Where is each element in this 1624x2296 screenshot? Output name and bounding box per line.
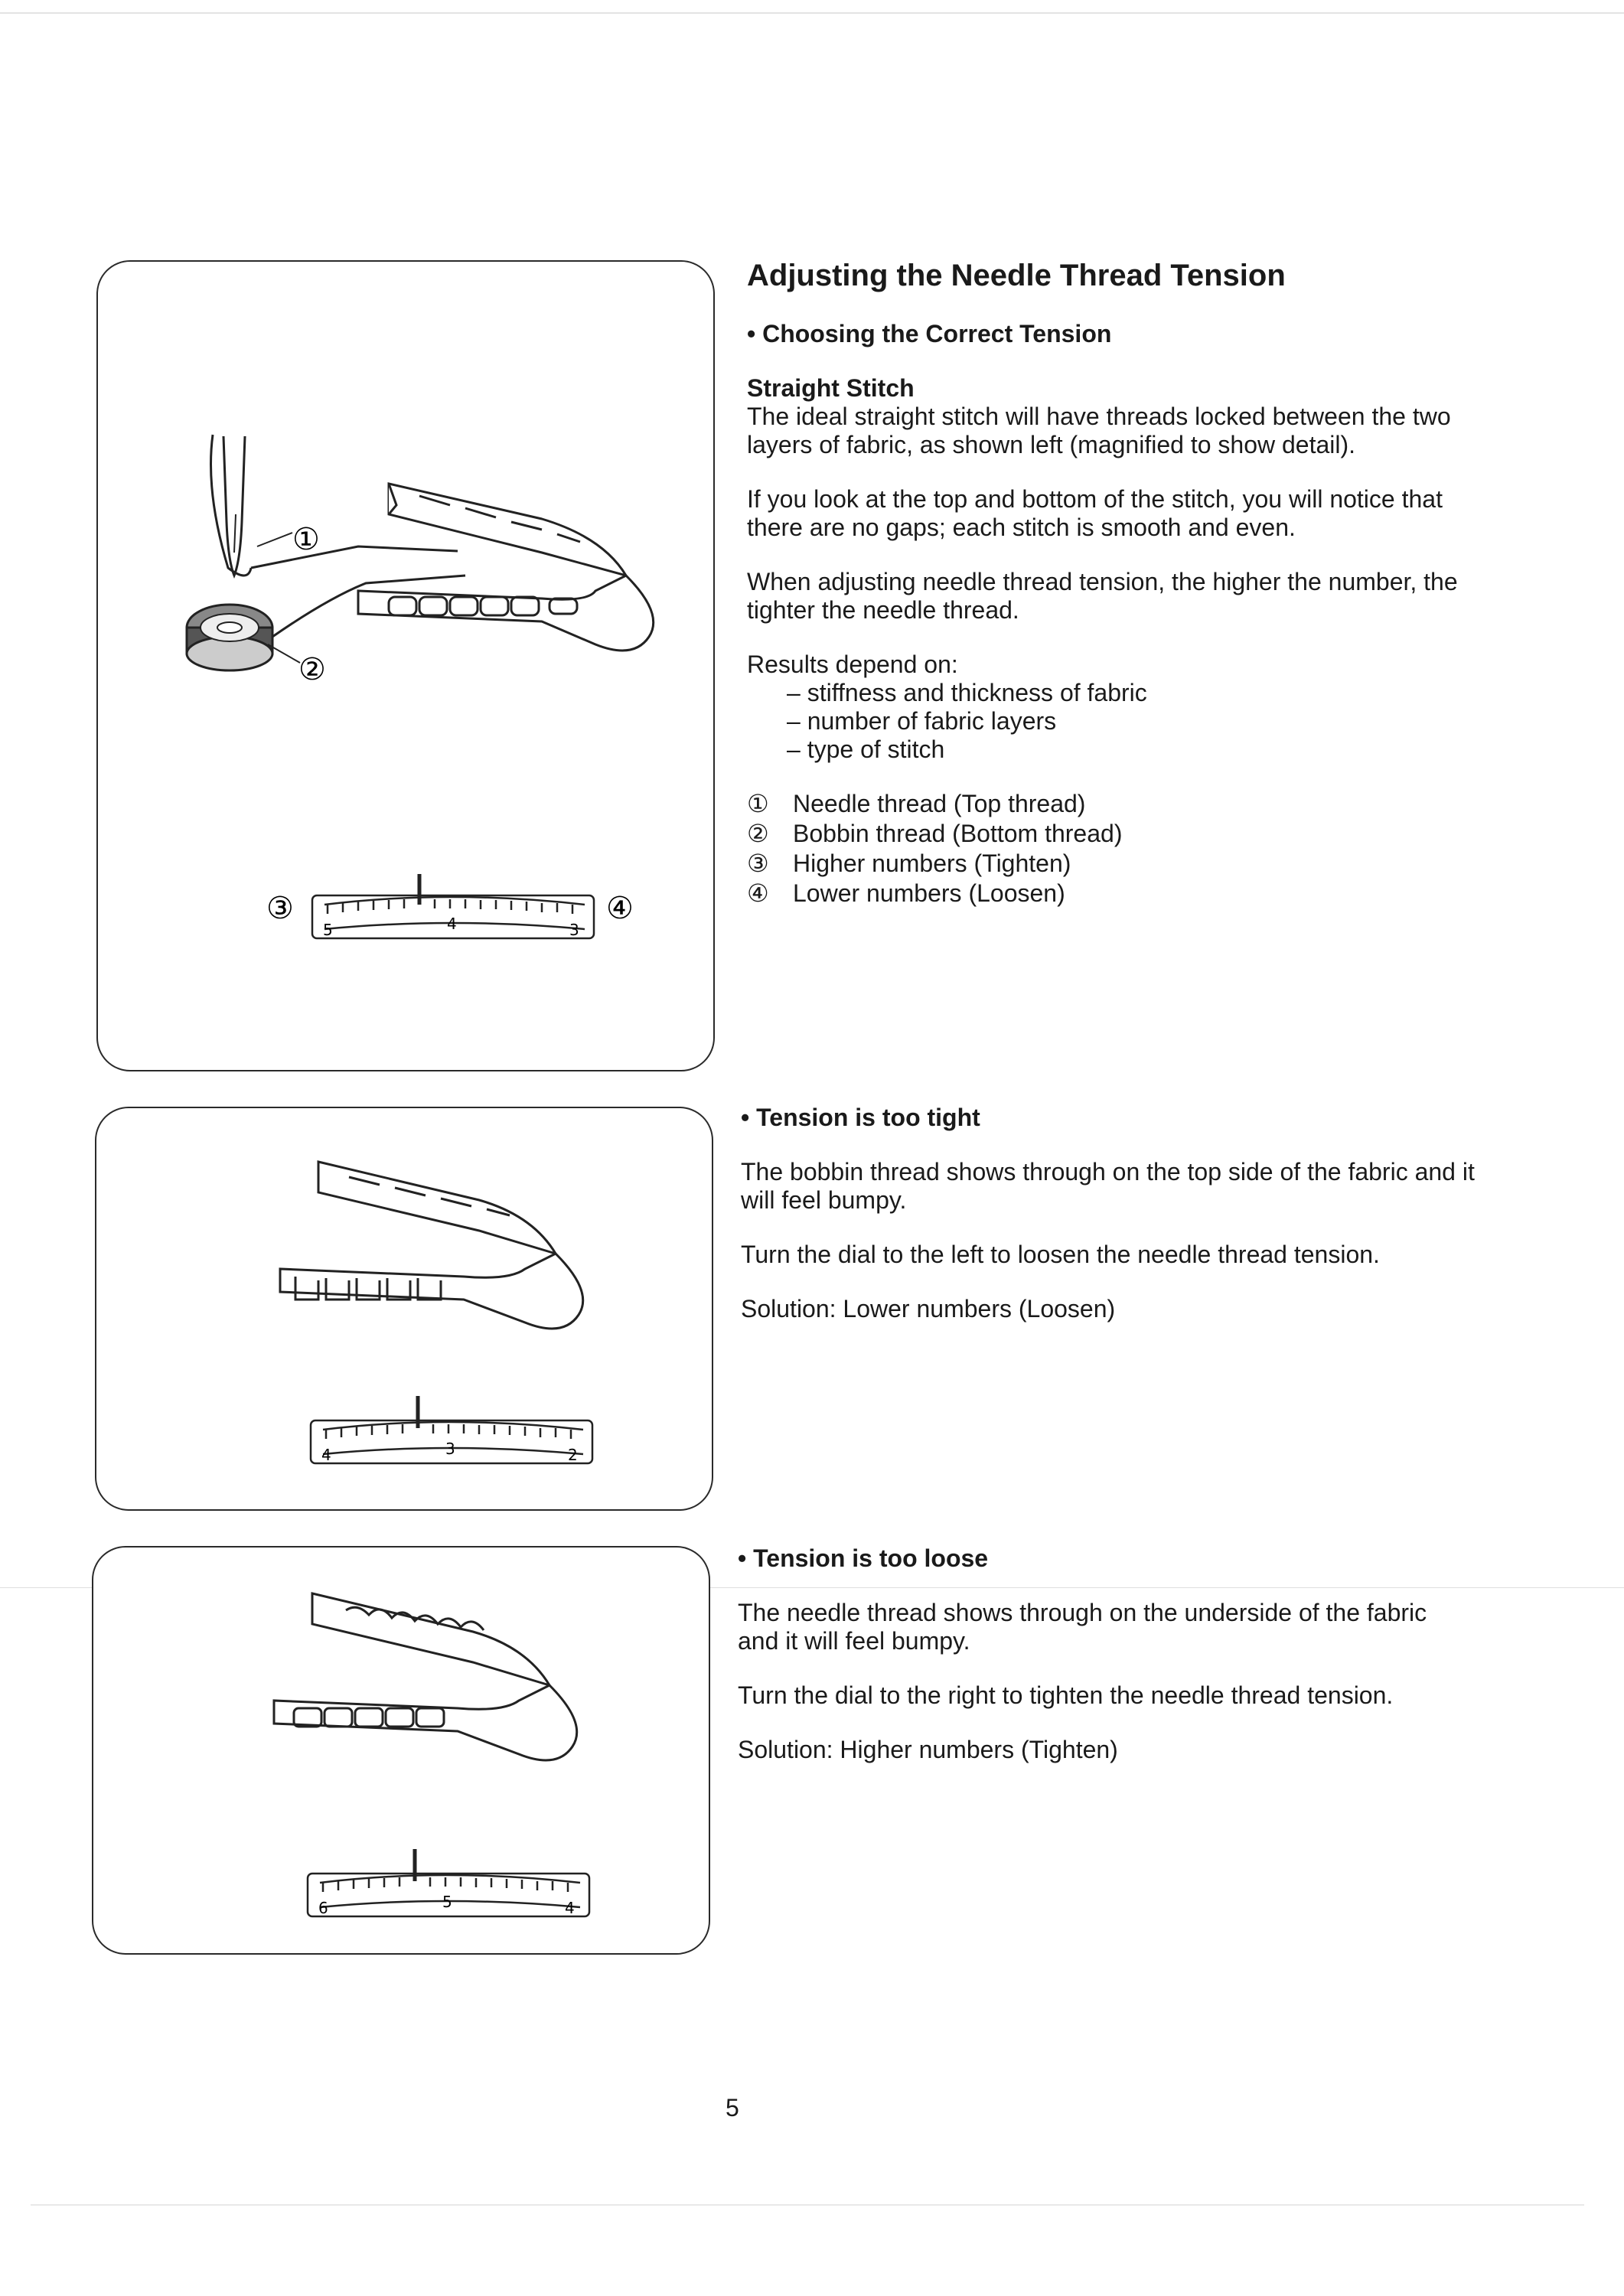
dial-label-right: 4 — [565, 1899, 575, 1917]
legend-text: Bobbin thread (Bottom thread) — [793, 820, 1123, 847]
dial-label-right: 2 — [568, 1446, 578, 1464]
solution-text: Solution: Lower numbers (Loosen) — [741, 1295, 1116, 1322]
paragraph-2: Turn the dial to the right to tighten the needle thread tension. — [738, 1681, 1394, 1709]
results-list — [747, 679, 1466, 764]
section-too-loose — [738, 1544, 1472, 1790]
too-loose-illustration — [93, 1548, 709, 1953]
subtitle-too-tight: • Tension is too tight — [741, 1104, 980, 1131]
solution-text: Solution: Higher numbers (Tighten) — [738, 1736, 1118, 1763]
fabric-layers — [358, 484, 654, 651]
scan-line-bottom — [31, 2204, 1584, 2206]
list-item: – number of fabric layers — [787, 707, 1466, 735]
paragraph-1: The needle thread shows through on the underside of the fabric and it will feel bumpy. — [738, 1599, 1427, 1655]
section-too-tight — [741, 1104, 1476, 1349]
dial-label-center: 5 — [442, 1893, 452, 1911]
subtitle-choosing-tension: • Choosing the Correct Tension — [747, 320, 1112, 347]
legend-number: ③ — [747, 850, 769, 877]
legend-item — [747, 850, 1466, 878]
paragraph-1: The bobbin thread shows through on the top side of the fabric and it will feel bumpy. — [741, 1158, 1475, 1214]
paragraph-3: When adjusting needle thread tension, the higher the number, the tighter the needle thread. — [747, 568, 1458, 624]
section-correct-tension — [747, 257, 1466, 909]
list-item: – type of stitch — [787, 735, 1466, 764]
paragraph-1: The ideal straight stitch will have threads locked between the two layers of fabric, as shown left (magnified to show detail). — [747, 403, 1451, 458]
too-tight-illustration — [96, 1108, 712, 1509]
bobbin-icon — [187, 605, 272, 670]
dial-label-left: 5 — [323, 921, 333, 939]
list-item: – stiffness and thickness of fabric — [787, 679, 1466, 707]
legend — [747, 790, 1466, 908]
dial-label-center: 4 — [447, 915, 457, 933]
page-number: 5 — [726, 2094, 739, 2122]
scan-line-top — [0, 12, 1624, 14]
dial-label-right: 3 — [569, 921, 579, 939]
callout-1: ① — [292, 522, 320, 557]
legend-item — [747, 820, 1466, 848]
results-intro: Results depend on: — [747, 651, 958, 678]
legend-number: ④ — [747, 879, 769, 907]
subtitle-too-loose: • Tension is too loose — [738, 1544, 989, 1572]
dial-label-left: 6 — [318, 1899, 328, 1917]
page-title: Adjusting the Needle Thread Tension — [747, 259, 1286, 292]
paragraph-2: Turn the dial to the left to loosen the needle thread tension. — [741, 1241, 1380, 1268]
figure-panel-correct-tension — [96, 260, 715, 1071]
callout-3: ③ — [266, 891, 294, 926]
dial-label-center: 3 — [445, 1440, 455, 1458]
legend-number: ① — [747, 790, 769, 817]
legend-item — [747, 879, 1466, 908]
figure-panel-too-tight — [95, 1107, 713, 1511]
heading-straight-stitch: Straight Stitch — [747, 374, 915, 402]
legend-text: Lower numbers (Loosen) — [793, 879, 1065, 907]
legend-text: Higher numbers (Tighten) — [793, 850, 1071, 877]
paragraph-2: If you look at the top and bottom of the stitch, you will notice that there are no gaps; each stitch is smooth and even. — [747, 485, 1443, 541]
figure-panel-too-loose — [92, 1546, 710, 1955]
legend-item — [747, 790, 1466, 818]
dial-label-left: 4 — [321, 1446, 331, 1464]
legend-text: Needle thread (Top thread) — [793, 790, 1086, 817]
straight-stitch-illustration — [98, 262, 713, 1070]
legend-number: ② — [747, 820, 769, 847]
callout-2: ② — [298, 652, 326, 687]
callout-4: ④ — [606, 891, 634, 926]
needle-icon — [211, 435, 252, 576]
